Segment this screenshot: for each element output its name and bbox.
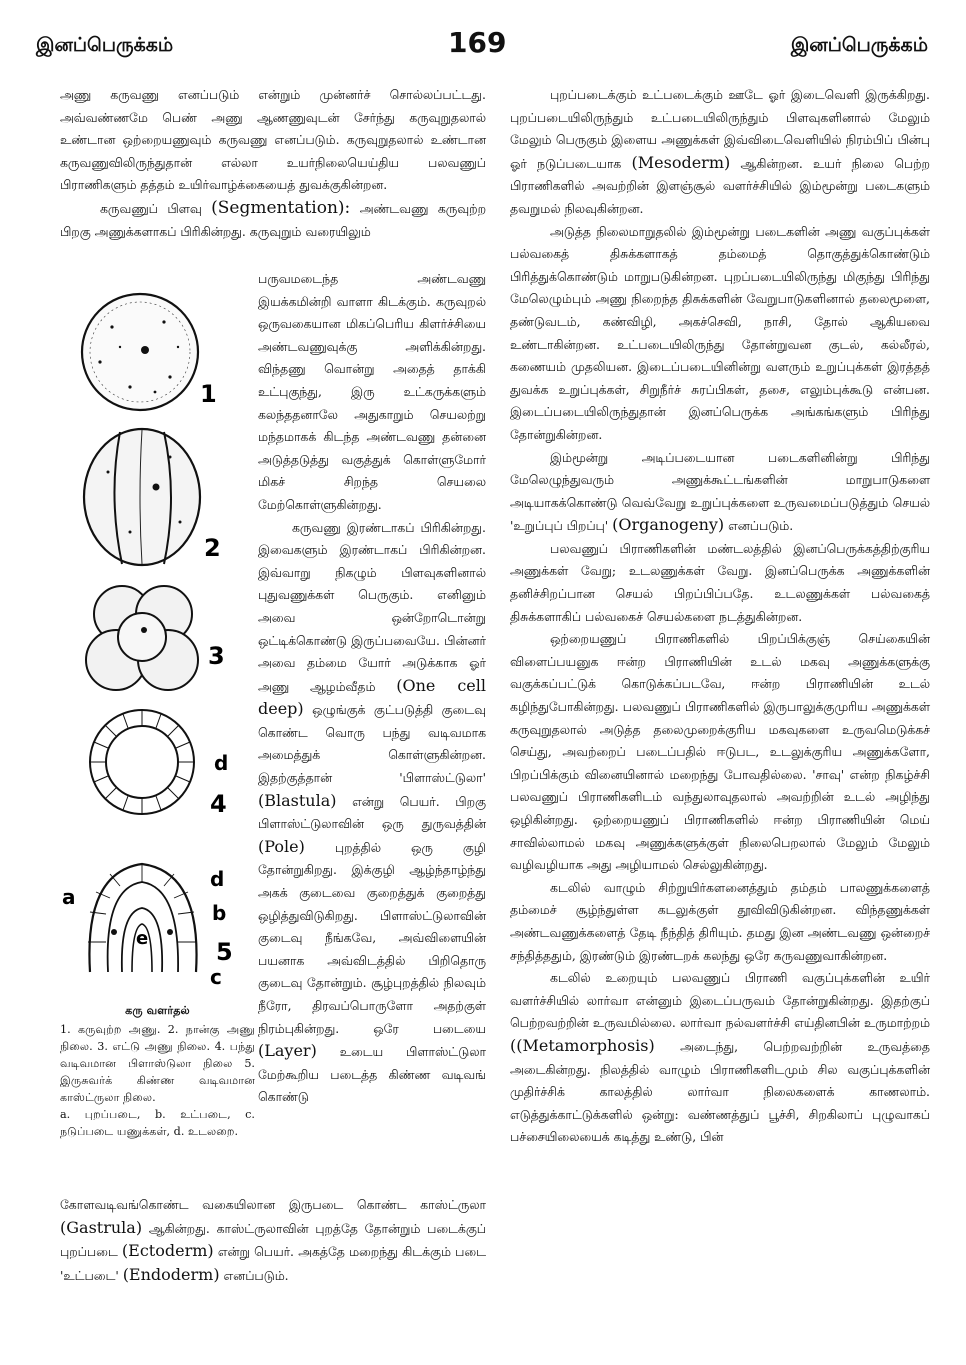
term-layer: (Layer) — [258, 1041, 317, 1061]
larva-text-b: அடைந்து, பெற்றவற்றின் உருவத்தை அடைகின்றது. நிலத்தில் வாழும் பிராணிகளிடமும் சில வகுப்புக்களின் முதிர்ச்சிக் காலத்தில் லார்வா நிலைகளைக் காணலாம். எடுத்துக்காட்டுக்களில் ஒன்று: வண்ணத்துப் பூச்சி, சிறகிலாப் புழுவாகப் பச்சையிலையைக் கடித்து உண்டு, பின் — [510, 1038, 930, 1145]
embryo-stages-illustration — [60, 292, 255, 992]
figure-label-c: c — [210, 965, 222, 989]
mesoderm-text-b: ஆகின்றன. உயர் நிலை பெற்ற பிராணிகளில் அவற்றின் இளஞ்சூல் வளர்ச்சியில் இம்மூன்று படைகளும் தவறுமல் நிலவுகின்றன. — [510, 155, 930, 216]
figure-label-b: b — [212, 901, 227, 925]
left-column-mid-text — [258, 268, 486, 1109]
gastrula-text-d: எனப்படும். — [223, 1267, 289, 1283]
term-gastrula: (Gastrula) — [60, 1217, 143, 1237]
figure-label-2: 2 — [204, 534, 221, 562]
fertilization-paragraph: பருவமடைந்த அண்டவணு இயக்கமின்றி வாளா கிடக்கும். கருவுறல் ஒருவகையான மிகப்பெரிய கிளர்ச்சியை அண்டவணுவுக்கு அளிக்கின்றது. விந்தணு வொன்று அதைத் தாக்கி உட்புகுந்து, இரு உட்கருக்களும் கலந்ததனாலே அதுகாறும் செயலற்று மந்தமாகக் கிடந்த அண்டவணு தன்னை அடுத்தடுத்து வகுத்துக் கொள்ளுமோர் மிகச் சிறந்த செயலை மேற்கொள்ளுகின்றது. — [258, 271, 486, 512]
cleavage-text-c: என்று பெயர். பிறகு பிளாஸ்ட்டுலாவின் ஒரு துருவத்தின் — [258, 793, 486, 832]
mesoderm-paragraph — [510, 84, 930, 221]
gastrula-text-b: ஆகின்றது. காஸ்ட்ருலாவின் புறத்தே தோன்றும் படைக்குப் புறப்படை — [60, 1220, 486, 1260]
figure-label-5: 5 — [216, 938, 233, 966]
term-mesoderm: (Mesoderm) — [631, 152, 731, 172]
larva-paragraph — [510, 967, 930, 1149]
organogeny-text-a: இம்மூன்று அடிப்படையான படைகளினின்று பிரிந்து மேலெழுந்துவரும் அணுக்கூட்டங்களின் மாறுபாடுகளை அடியாகக்கொண்டு வெவ்வேறு உறுப்புக்களை உருவமைப்படுத்தும் செயல் 'உறுப்புப் பிறப்பு' — [510, 449, 930, 534]
cleavage-text-a: கருவணு இரண்டாகப் பிரிகின்றது. இவைகளும் இரண்டாகப் பிரிகின்றன. இவ்வாறு நிகழும் பிளவுகளினால் புதுவணுக்கள் பெருகும். எனினும் அவை ஒன்றோடொன்று ஒட்டிக்கொண்டு இருப்பவையே. பின்னர் அவை தம்மை யோர் அடுக்காக ஓர் அணு ஆழம்வீதம் — [258, 519, 486, 694]
cleavage-text-e: உடைய பிளாஸ்ட்டுலா மேற்கூறிய படைத்த கிண்ண வடிவங் கொண்டு — [258, 1044, 486, 1105]
unicellular-reproduction-paragraph: ஒற்றையணுப் பிராணிகளில் பிறப்பிக்குஞ் செய்கையின் விளைப்பயனுக ஈன்ற பிராணியின் உடல் மகவு அணுக்களுக்கு வகுக்கப்பட்டுக் கொடுக்கப்படவே, ஈன்ற பிராணியின் உடல் கழிந்துபோகின்றது. பலவணுப் பிராணிகளில் இருபாலுக்குமுரிய அணுக்கள் கருவுறுதலால் அடுத்த தலைமுறைக்குரிய மகவுகளை உருவமெடுக்கச் செய்து, அவற்றைப் படைப்பதில் ஈடுபட, உடலுக்குரிய அணுக்களோ, பிறப்பிக்கும் வினையினால் மறைந்து போவதில்லை. 'சாவு' என்ற நிகழ்ச்சி பலவணுப் பிராணிகளிடம் வந்துலாவுதலால் அவற்றின் உடல் அழிந்து ஒழிகின்றது. ஒற்றையணுப் பிராணிகளில் ஈன்ற பிராணியின் மெய் சாவில்லாமல் மகவு அணுக்களுக்குள் நிலைபெறலால் மேலும் மேலும் வழிவழியாக அது அழியாமல் செல்லுகின்றது. — [510, 631, 930, 873]
cleavage-paragraph — [258, 517, 486, 1109]
page-header — [0, 16, 966, 59]
term-organogeny: (Organogeny) — [612, 515, 725, 535]
larva-text-a: கடலில் உறையும் பலவணுப் பிராணி வகுப்புக்களின் உயிர் வளர்ச்சியில் லார்வா என்னும் இடைப்பருவம் தோன்றுகின்றது. இதற்குப் பெற்றவற்றின் உருவமில்லை. லார்வா நல்வளர்ச்சி எய்தினபின் உருமாற்றம் — [510, 970, 930, 1031]
stage-3-eight-cell — [86, 586, 198, 690]
figure-label-d-upper: d — [214, 751, 229, 775]
mesoderm-text-a: புறப்படைக்கும் உட்படைக்கும் ஊடே ஓர் இடைவெளி இருக்கிறது. புறப்படையிலிருந்தும் உட்படையிலிருந்தும் பிளவுகளினால் மேலும் மேலும் பெருகும் இளைய அணுக்கள் இவ்விடைவெளியில் நிரம்பிப் பின்பு ஓர் நடுப்படையாக — [510, 87, 930, 171]
term-one-cell-deep: (One cell deep) — [258, 675, 486, 719]
stage-4-blastula — [90, 710, 194, 814]
page-number: 169 — [448, 26, 507, 59]
intro-paragraph: அணு கருவணு எனப்படும் என்றும் முன்னர்ச் சொல்லப்பட்டது. அவ்வண்ணமே பெண் அணு ஆணணுவுடன் சேர்ந்து கருவுறுதலால் உண்டான ஒற்றையணுவும் கருவணு எனப்படும். கருவுறுதலால் உண்டான கருவணுவிலிருந்துதான் எல்லா உயர்நிலையெய்திய பலவணுப் பிராணிகளும் தத்தம் உயிர்வாழ்க்கையைத் துவக்குகின்றன. — [60, 87, 486, 193]
right-column — [510, 84, 930, 1149]
segmentation-heading-en: (Segmentation): — [211, 197, 351, 218]
cleavage-text-b: ஒழுங்குக் குட்படுத்தி குடைவு கொண்ட வொரு பந்து வடிவமாக அமைத்துக் கொள்ளுகின்றன. இதற்குத்தான் 'பிளாஸ்ட்டுலா' — [258, 702, 486, 786]
stage-2-four-cell — [84, 429, 200, 565]
embryo-development-figure — [60, 292, 255, 992]
figure-caption-title: கரு வளர்தல் — [125, 1003, 190, 1017]
figure-label-3: 3 — [208, 642, 225, 670]
germ-cells-paragraph: பலவணுப் பிராணிகளின் மண்டலத்தில் இனப்பெருக்கத்திற்குரிய அணுக்கள் வேறு; உடலணுக்கள் வேறு. இனப்பெருக்க அணுக்களின் தனிச்சிறப்பான செயல் பிறப்பிப்பதே. உடலணுக்கள் பல்வகைத் திசுக்களாகிப் பல்வகைச் செயல்களை நடத்துகின்றன. — [510, 540, 930, 624]
organogeny-text-b: எனப்படும். — [728, 518, 794, 534]
term-endoderm: (Endoderm) — [122, 1264, 220, 1284]
segmentation-heading-rest: அண்டவணு கருவுற்ற பிறகு அணுக்களாகப் பிரிகின்றது. கருவுறும் வரையிலும் — [60, 200, 487, 239]
organogeny-paragraph — [510, 447, 930, 538]
figure-label-a: a — [62, 885, 76, 909]
gastrula-text-a: கோளவடிவங்கொண்ட வகையிலான இருபடை கொண்ட காஸ்ட்ருலா — [60, 1197, 486, 1212]
cleavage-text-d: புறத்தில் ஒரு குழி தோன்றுகிறது. இக்குழி ஆழ்ந்தாழ்ந்து அகக் குடைவை குறைத்துக் குறைத்து ஒழித்துவிடுகிறது. பிளாஸ்ட்டுலாவின் குடைவு நீங்கவே, அவ்விளையின் பயனாக அவ்விடத்தில் பிறிதொரு குடைவு தோன்றும். சூழ்புறத்தில் நிலவும் நீரோ, திரவப்பொருளோ அதற்குள் நிரம்புகின்றது. ஒரே படையை — [258, 839, 486, 1036]
figure-caption-body: 1. கருவுற்ற அணு. 2. நான்கு அணு நிலை. 3. எட்டு அணு நிலை. 4. பந்து வடிவமான பிளாஸ்டுலா நிலை 5. இருசுவர்க் கிண்ண வடிவமான காஸ்ட்ருலா நிலை. — [60, 1023, 255, 1104]
marine-gametes-paragraph: கடலில் வாழும் சிற்றுயிர்களனைத்தும் தம்தம் பாலணுக்களைத் தம்மைச் சூழ்ந்துள்ள கடலுக்குள் தூவிவிடுகின்றன. விந்தணுக்கள் அண்டவணுக்களைத் தேடி நீந்தித் திரியும். தமது இன அண்டவணு ஒன்றைச் சந்தித்ததும், இரண்டும் இரண்டறக் கலந்து ஒரே கருவணுவாகின்றன. — [510, 879, 930, 963]
segmentation-heading-ta: கருவணுப் பிளவு — [100, 200, 202, 216]
term-metamorphosis: ((Metamorphosis) — [510, 1035, 655, 1055]
stage-1-fertilized-cell — [82, 294, 198, 410]
running-head-left: இனப்பெருக்கம் — [36, 34, 174, 56]
stage-5-gastrula — [88, 864, 197, 972]
term-blastula: (Blastula) — [258, 790, 337, 810]
figure-label-4: 4 — [210, 790, 227, 818]
gastrula-text-c: என்று பெயர். அகத்தே மறைந்து கிடக்கும் படை 'உட்படை' — [60, 1244, 486, 1283]
term-ectoderm: (Ectoderm) — [121, 1241, 214, 1261]
left-column-bottom — [60, 1194, 486, 1287]
figure-label-d-lower: d — [210, 867, 225, 891]
tissue-differentiation-paragraph: அடுத்த நிலைமாறுதலில் இம்மூன்று படைகளின் அணு வகுப்புக்கள் பல்வகைத் திசுக்களாகத் தம்மைத் தொகுத்துக்கொண்டும் பிரித்துக்கொண்டும் மாறுபடுகின்றன. புறப்படையிலிருந்து மிகுந்து பிரிந்து மேலெழும்பும் அணு நிறைந்த திசுக்களின் வேறுபாடுகளினால் தலைமூளை, தண்டுவடம், கண்விழி, அகச்செவி, நாசி, தோல் ஆகியவை உண்டாகின்றன. உட்படையிலிருந்து தோன்றுவன குடல், கல்லீரல், கணையம் முதலியன. இடைப்படையினின்று வளரும் உறுப்புக்கள் இரத்தத் துவக்க உறுப்புக்கள், சிறுநீர்ச் சுரப்பிகள், தசை, எலும்புக்கூடு என்பன. இடைப்படையிலிருந்துதான் இனப்பெருக்க அங்கங்களும் பிரிந்து தோன்றுகின்றன. — [510, 223, 930, 442]
running-head-right: இனப்பெருக்கம் — [790, 34, 928, 56]
figure-label-1: 1 — [200, 380, 217, 408]
left-column-top — [60, 84, 486, 243]
figure-label-e: e — [136, 928, 149, 949]
segmentation-heading-paragraph — [60, 197, 486, 243]
term-pole: (Pole) — [258, 836, 305, 856]
figure-caption-key: a. புறப்படை, b. உட்படை, c. நடுப்படை யணுக்கள், d. உடலறை. — [60, 1108, 255, 1138]
figure-caption — [60, 1002, 255, 1140]
